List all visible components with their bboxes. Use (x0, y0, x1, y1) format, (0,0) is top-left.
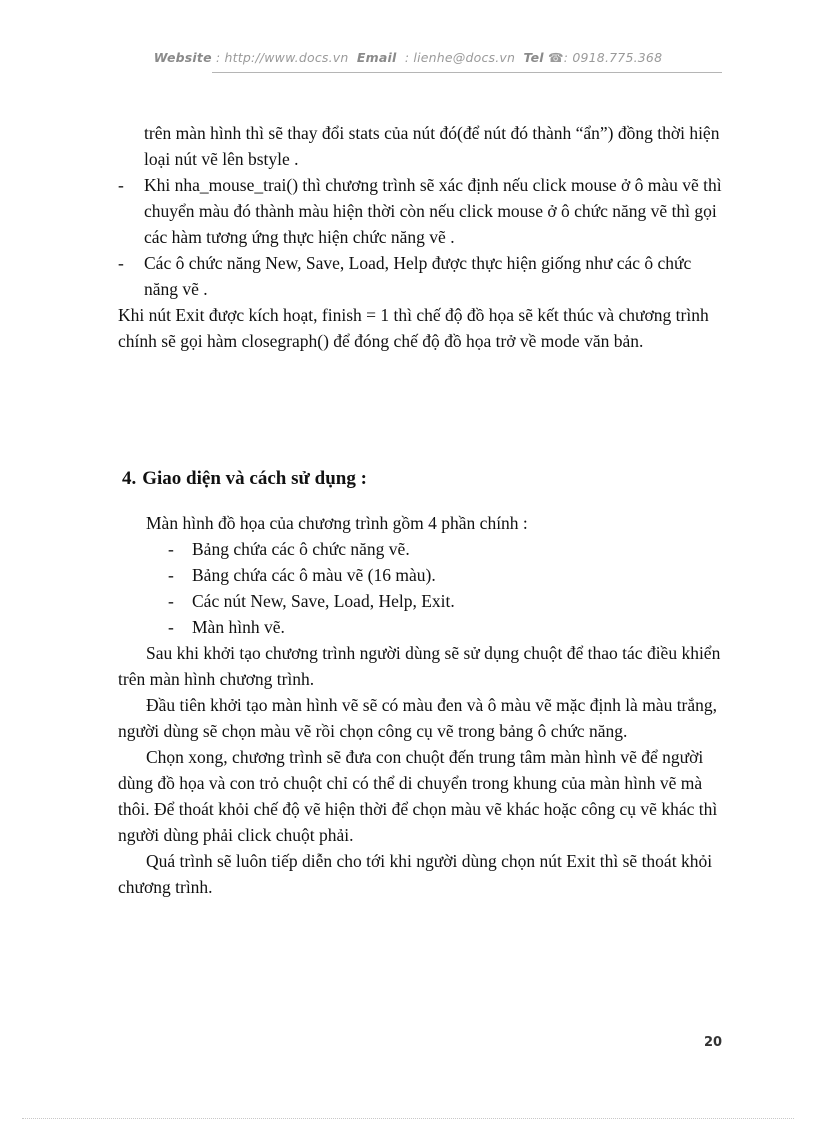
parts-list (118, 536, 723, 640)
page-header (0, 50, 816, 65)
bullet-text: Khi nha_mouse_trai() thì chương trình sẽ xác định nếu click mouse ở ô màu vẽ thì chuyển màu đó thành màu hiện thời còn nếu click mouse ở ô chức năng vẽ thì gọi các hàm tương ứng thực hiện chức năng vẽ . (144, 175, 722, 247)
section-number: 4. (122, 468, 137, 489)
website-value: : http://www.docs.vn (215, 50, 349, 65)
bullet-dash: - (168, 565, 174, 585)
website-label: Website (153, 50, 212, 65)
phone-icon: ☎ (547, 50, 564, 65)
header-rule (212, 72, 722, 73)
tel-label: Tel (523, 50, 544, 65)
list-item-text: Bảng chứa các ô chức năng vẽ. (192, 539, 410, 559)
body-paragraph: Chọn xong, chương trình sẽ đưa con chuột đến trung tâm màn hình vẽ để người dùng đồ họa và con trỏ chuột chỉ có thể di chuyển trong khung của màn hình vẽ mà thôi. Để thoát khỏi chế độ vẽ hiện thời để chọn màu vẽ khác hoặc công cụ vẽ khác thì người dùng phải click chuột phải. (118, 747, 718, 845)
list-item (118, 536, 723, 562)
list-item (118, 562, 723, 588)
list-item (118, 588, 723, 614)
list-item-text: Các nút New, Save, Load, Help, Exit. (192, 591, 455, 611)
bullet-dash: - (168, 539, 174, 559)
tel-value: : 0918.775.368 (563, 50, 663, 65)
bullet-text: Các ô chức năng New, Save, Load, Help được thực hiện giống như các ô chức năng vẽ . (144, 253, 692, 299)
section-title: Giao diện và cách sử dụng : (142, 468, 367, 489)
list-item (118, 614, 723, 640)
top-section (118, 120, 723, 354)
closing-paragraph: Khi nút Exit được kích hoạt, finish = 1 thì chế độ đồ họa sẽ kết thúc và chương trình chính sẽ gọi hàm closegraph() để đóng chế độ đồ họa trở về mode văn bản. (118, 305, 709, 351)
section-body (118, 510, 723, 900)
email-value: : lienhe@docs.vn (404, 50, 516, 65)
body-paragraph: Đầu tiên khởi tạo màn hình vẽ sẽ có màu đen và ô màu vẽ mặc định là màu trắng, người dùng sẽ chọn màu vẽ rồi chọn công cụ vẽ trong bảng ô chức năng. (118, 695, 718, 741)
body-paragraph: Sau khi khởi tạo chương trình người dùng sẽ sử dụng chuột để thao tác điều khiển trên màn hình chương trình. (118, 643, 721, 689)
bullet-dash: - (118, 253, 124, 273)
list-item-text: Bảng chứa các ô màu vẽ (16 màu). (192, 565, 436, 585)
bullet-dash: - (118, 175, 124, 195)
intro-paragraph: Màn hình đồ họa của chương trình gồm 4 phần chính : (146, 513, 528, 533)
bullet-dash: - (168, 617, 174, 637)
email-label: Email (356, 50, 397, 65)
footer-rule (22, 1118, 794, 1119)
bullet-dash: - (168, 591, 174, 611)
section-heading (122, 466, 367, 492)
bullet-item (118, 250, 723, 302)
bullet-item (118, 172, 723, 250)
body-paragraph: Quá trình sẽ luôn tiếp diễn cho tới khi người dùng chọn nút Exit thì sẽ thoát khỏi chương trình. (118, 851, 713, 897)
list-item-text: Màn hình vẽ. (192, 617, 285, 637)
page-number: 20 (704, 1035, 723, 1050)
continuation-paragraph: trên màn hình thì sẽ thay đổi stats của nút đó(để nút đó thành “ẩn”) đồng thời hiện loại nút vẽ lên bstyle . (144, 123, 720, 169)
